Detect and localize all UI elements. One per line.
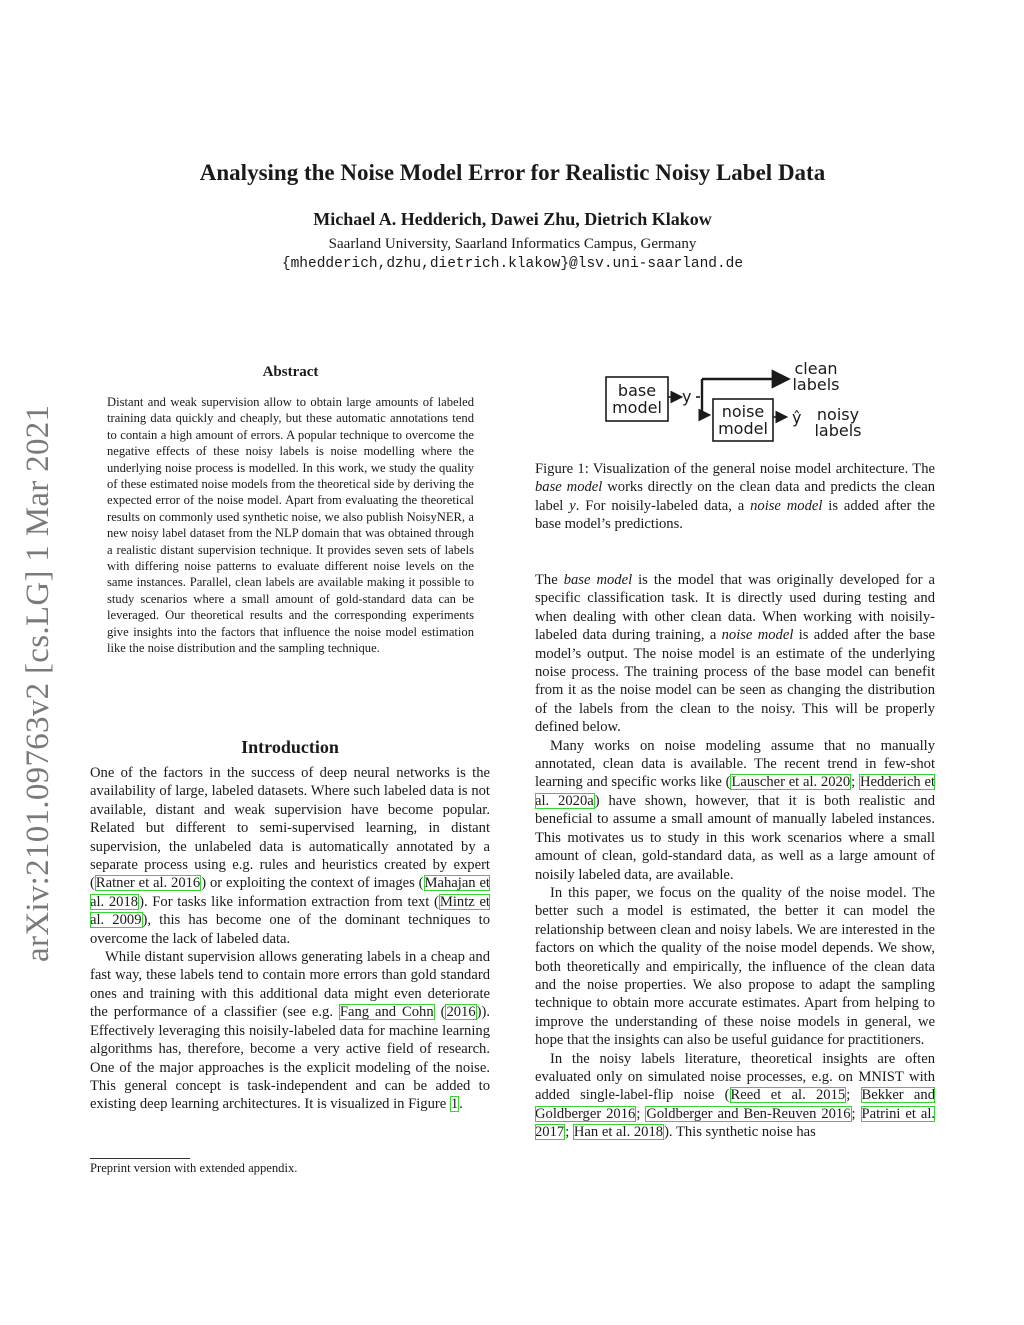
citation-link[interactable]: Goldberger and Ben-Reuven 2016 <box>646 1105 851 1122</box>
text-span: Figure 1: Visualization of the general noise model architecture. The <box>535 461 935 477</box>
text-span: One of the factors in the success of deep neural networks is the availability of large, labeled datasets. Where such labeled data is not available, distant and weak supervision have become popular. Related but different to semi-supervised learning, in distant supervision, the unlabeled data is automatically annotated by a separate process using e.g. rules and heuristics created by expert ( <box>90 765 490 892</box>
right-paragraph-1 <box>535 571 935 737</box>
figure-1-caption <box>535 460 935 534</box>
text-span: . For noisily-labeled data, a <box>575 497 751 514</box>
paper-title: Analysing the Noise Model Error for Realistic Noisy Label Data <box>199 160 826 185</box>
footnote-divider <box>90 1158 190 1159</box>
affiliation: Saarland University, Saarland Informatics Campus, Germany <box>328 236 697 252</box>
figure-1-diagram <box>600 357 870 447</box>
text-span: While distant supervision allows generating labels in a cheap and fast way, these labels tend to contain more errors than gold standard ones and training with this additional data might even deteriorate the performance of a classifier (see e.g. <box>90 949 490 1021</box>
intro-paragraph-1 <box>90 764 490 948</box>
text-span: ( <box>434 1004 446 1021</box>
text-span: ). This synthetic noise has <box>664 1124 816 1141</box>
text-span: ; <box>846 1087 861 1104</box>
text-span: . <box>459 1096 463 1113</box>
base-model-label-line2: model <box>612 398 662 417</box>
citation-link[interactable]: Mahajan et al. 2018 <box>90 875 490 910</box>
citation-link[interactable]: Mintz et al. 2009 <box>90 893 490 929</box>
text-span: is added after the base model’s output. The noise model is an estimate of the underlying noise process. The training process of the base model can benefit from it as the noise model can be seen as changing the distribution of the labels from the clean to the noisy. This will be properly defined below. <box>535 627 935 736</box>
text-span: )). Effectively leveraging this noisily-labeled data for machine learning algorithms has, therefore, become a very active field of research. One of the major approaches is the explicit modeling of the noise. This general concept is task-independent and can be added to existing deep learning architectures. It is visualized in Figure <box>90 1004 490 1113</box>
text-span: Many works on noise modeling assume that no manually annotated, clean data is available. The recent trend in few-shot learning and specific works like ( <box>535 737 935 791</box>
text-span: is the model that was originally developed for a specific classification task. It is directly used during testing and when dealing with other clean data. When working with noisily-labeled data during training, a <box>535 572 935 644</box>
text-span: ; <box>565 1124 573 1141</box>
text-span: ) or exploiting the context of images ( <box>201 875 424 892</box>
y-hat-label: ŷ <box>792 408 802 427</box>
clean-labels-line2: labels <box>792 375 840 394</box>
emphasis: y <box>569 497 576 514</box>
introduction-heading: Introduction <box>241 737 339 757</box>
arxiv-side-label: arXiv:2101.09763v2 [cs.LG] 1 Mar 2021 <box>20 404 56 962</box>
citation-link[interactable]: Han et al. 2018 <box>573 1124 664 1141</box>
right-paragraph-4 <box>535 1050 935 1142</box>
right-paragraph-2 <box>535 737 935 884</box>
citation-link[interactable]: Reed et al. 2015 <box>730 1087 846 1104</box>
author-emails: {mhedderich,dzhu,dietrich.klakow}@lsv.uni-saarland.de <box>281 256 744 272</box>
text-span: is added after the base model’s predictions. <box>535 497 936 533</box>
text-span: The <box>535 572 564 588</box>
citation-link[interactable]: 2016 <box>446 1004 476 1021</box>
abstract-text: Distant and weak supervision allow to obtain large amounts of labeled training data quickly and cheaply, but these automatic annotations tend to contain a high amount of errors. A popular technique to overcome the negative effects of these noisy labels is noise modelling where the underlying noise process is modelled. In this work, we study the quality of these estimated noise models from the theoretical side by deriving the expected error of the noise model. Apart from evaluating the theoretical results on commonly used synthetic noise, we also publish NoisyNER, a new noisy label dataset from the NLP domain that was obtained through a realistic distant supervision technique. It provides seven sets of labels with differing noise patterns to evaluate different noise levels on the same instances. Parallel, clean labels are available making it possible to study scenarios where a small amount of gold-standard data can be leveraged. Our theoretical results and the corresponding experiments give insights into the factors that influence the noise model estimation like the noise distribution and the sampling technique. <box>107 395 474 656</box>
citation-link[interactable]: Bekker and Goldberger 2016 <box>535 1087 935 1122</box>
right-paragraph-3: In this paper, we focus on the quality of the noise model. The better such a model is estimated, the better it can model the relationship between clean and noisy labels. We are interested in the factors on which the quality of the noise model depends. We show, both theoretically and empirically, the influence of the clean data and the noise properties. We also propose to adapt the sampling technique to obtain more accurate estimates. Apart from helping to improve the understanding of these noise models in general, we hope that the insights can also be useful guidance for practitioners. <box>535 884 935 1049</box>
emphasis: noise model <box>721 627 794 644</box>
noise-model-label-line1: noise <box>721 402 765 421</box>
text-span: ), this has become one of the dominant techniques to overcome the lack of labeled data. <box>90 912 490 947</box>
noise-model-label-line2: model <box>718 419 768 438</box>
intro-paragraph-2 <box>90 948 490 1114</box>
text-span: ). For tasks like information extraction from text ( <box>139 893 439 910</box>
emphasis: base model <box>535 479 603 496</box>
text-span: In the noisy labels literature, theoretical insights are often evaluated only on simulated noise processes, e.g. on MNIST with added single-label-flip noise ( <box>535 1050 935 1104</box>
citation-link[interactable]: Ratner et al. 2016 <box>95 875 201 892</box>
text-span: ; <box>851 1105 861 1122</box>
base-model-label-line1: base <box>617 381 657 400</box>
noisy-labels-line1: noisy <box>816 405 860 424</box>
text-span: ) have shown, however, that it is both realistic and beneficial to assume a small amount of manually labeled instances. This motivates us to study in this work scenarios where a small amount of clean, gold-standard data, as well as a large amount of noisily labeled data, are available. <box>535 792 936 883</box>
citation-link[interactable]: Lauscher et al. 2020 <box>731 774 851 791</box>
citation-link[interactable]: Hedderich et al. 2020a <box>535 774 936 809</box>
citation-link[interactable]: Fang and Cohn <box>339 1004 434 1021</box>
abstract-heading: Abstract <box>262 364 319 380</box>
author-list: Michael A. Hedderich, Dawei Zhu, Dietrich Klakow <box>313 209 712 229</box>
text-span: ; <box>636 1105 646 1122</box>
left-column-body <box>90 764 490 1114</box>
noise-model-diagram <box>600 357 870 447</box>
figure-reference-link[interactable]: 1 <box>450 1096 459 1113</box>
clean-labels-line1: clean <box>794 359 838 378</box>
text-span: ; <box>851 774 859 791</box>
text-span: works directly on the clean data and predicts the clean label <box>535 479 935 514</box>
noisy-labels-line2: labels <box>814 421 862 440</box>
footnote: Preprint version with extended appendix. <box>90 1161 298 1175</box>
emphasis: base model <box>563 572 633 588</box>
right-column-body <box>535 571 935 1142</box>
y-label: y <box>682 387 692 406</box>
citation-link[interactable]: Patrini et al. 2017 <box>535 1105 936 1141</box>
emphasis: noise model <box>750 497 823 514</box>
